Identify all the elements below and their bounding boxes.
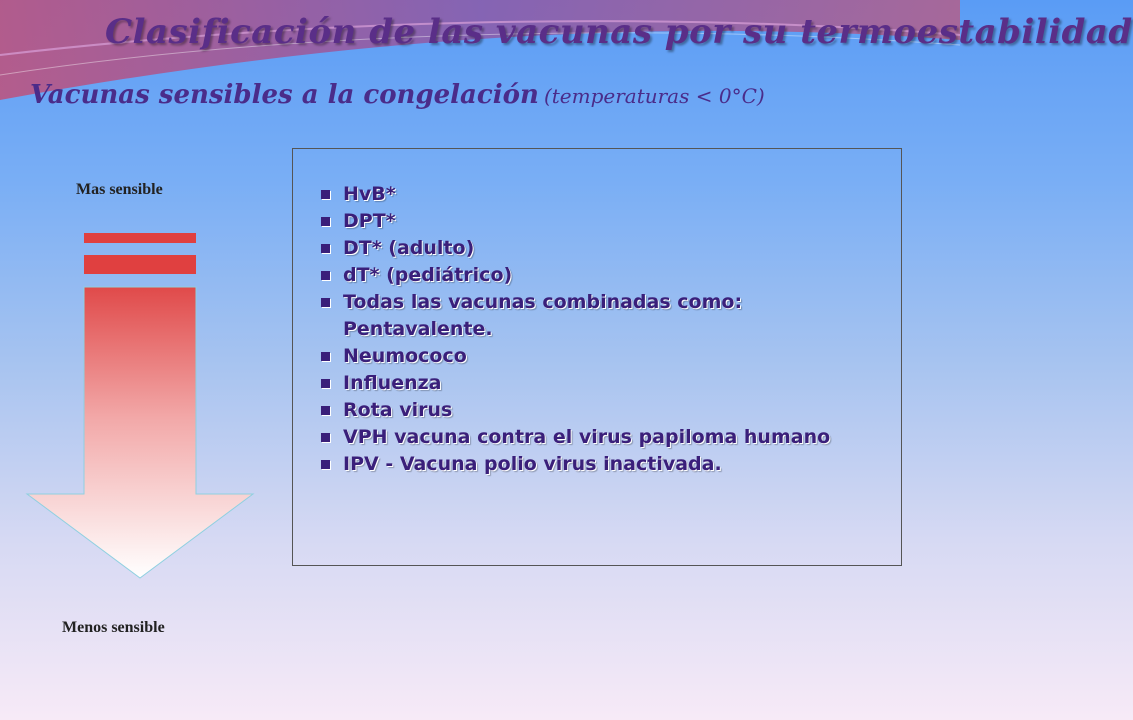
vaccine-list-box: [292, 148, 902, 566]
vaccine-item: [311, 370, 881, 397]
vaccine-item: [311, 262, 881, 289]
square-bullet-icon: [321, 352, 330, 361]
vaccine-name: Influenza: [343, 372, 442, 394]
subtitle-note: (temperaturas < 0°C): [543, 84, 765, 108]
subtitle-main: Vacunas sensibles a la congelación: [30, 80, 539, 110]
square-bullet-icon: [321, 460, 330, 469]
slide-subtitle: [30, 80, 765, 110]
slide-title: Clasificación de las vacunas por su termoestabilidad: [105, 12, 1133, 52]
vaccine-name: dT* (pediátrico): [343, 264, 513, 286]
vaccine-name: HvB*: [343, 183, 396, 205]
sensitivity-arrow: [0, 220, 280, 590]
vaccine-item: [311, 181, 881, 208]
square-bullet-icon: [321, 217, 330, 226]
vaccine-list: [293, 149, 901, 478]
vaccine-item: [311, 397, 881, 424]
vaccine-item: [311, 451, 881, 478]
square-bullet-icon: [321, 379, 330, 388]
arrow-stripe-2: [84, 255, 196, 274]
square-bullet-icon: [321, 406, 330, 415]
vaccine-name: VPH vacuna contra el virus papiloma humano: [343, 426, 831, 448]
scale-top-label: Mas sensible: [76, 181, 163, 198]
vaccine-name: IPV - Vacuna polio virus inactivada.: [343, 453, 722, 475]
square-bullet-icon: [321, 244, 330, 253]
scale-bottom-label: Menos sensible: [62, 619, 165, 636]
vaccine-name: DPT*: [343, 210, 396, 232]
vaccine-item: [311, 208, 881, 235]
square-bullet-icon: [321, 190, 330, 199]
vaccine-name: DT* (adulto): [343, 237, 475, 259]
square-bullet-icon: [321, 298, 330, 307]
vaccine-item: [311, 343, 881, 370]
vaccine-item: [311, 289, 881, 343]
vaccine-name: Rota virus: [343, 399, 453, 421]
vaccine-item: [311, 424, 881, 451]
arrow-stripe-1: [84, 233, 196, 243]
vaccine-item: [311, 235, 881, 262]
vaccine-name: Neumococo: [343, 345, 467, 367]
vaccine-name: Todas las vacunas combinadas como: Pentavalente.: [343, 291, 743, 340]
square-bullet-icon: [321, 271, 330, 280]
square-bullet-icon: [321, 433, 330, 442]
arrow-body: [27, 287, 253, 578]
